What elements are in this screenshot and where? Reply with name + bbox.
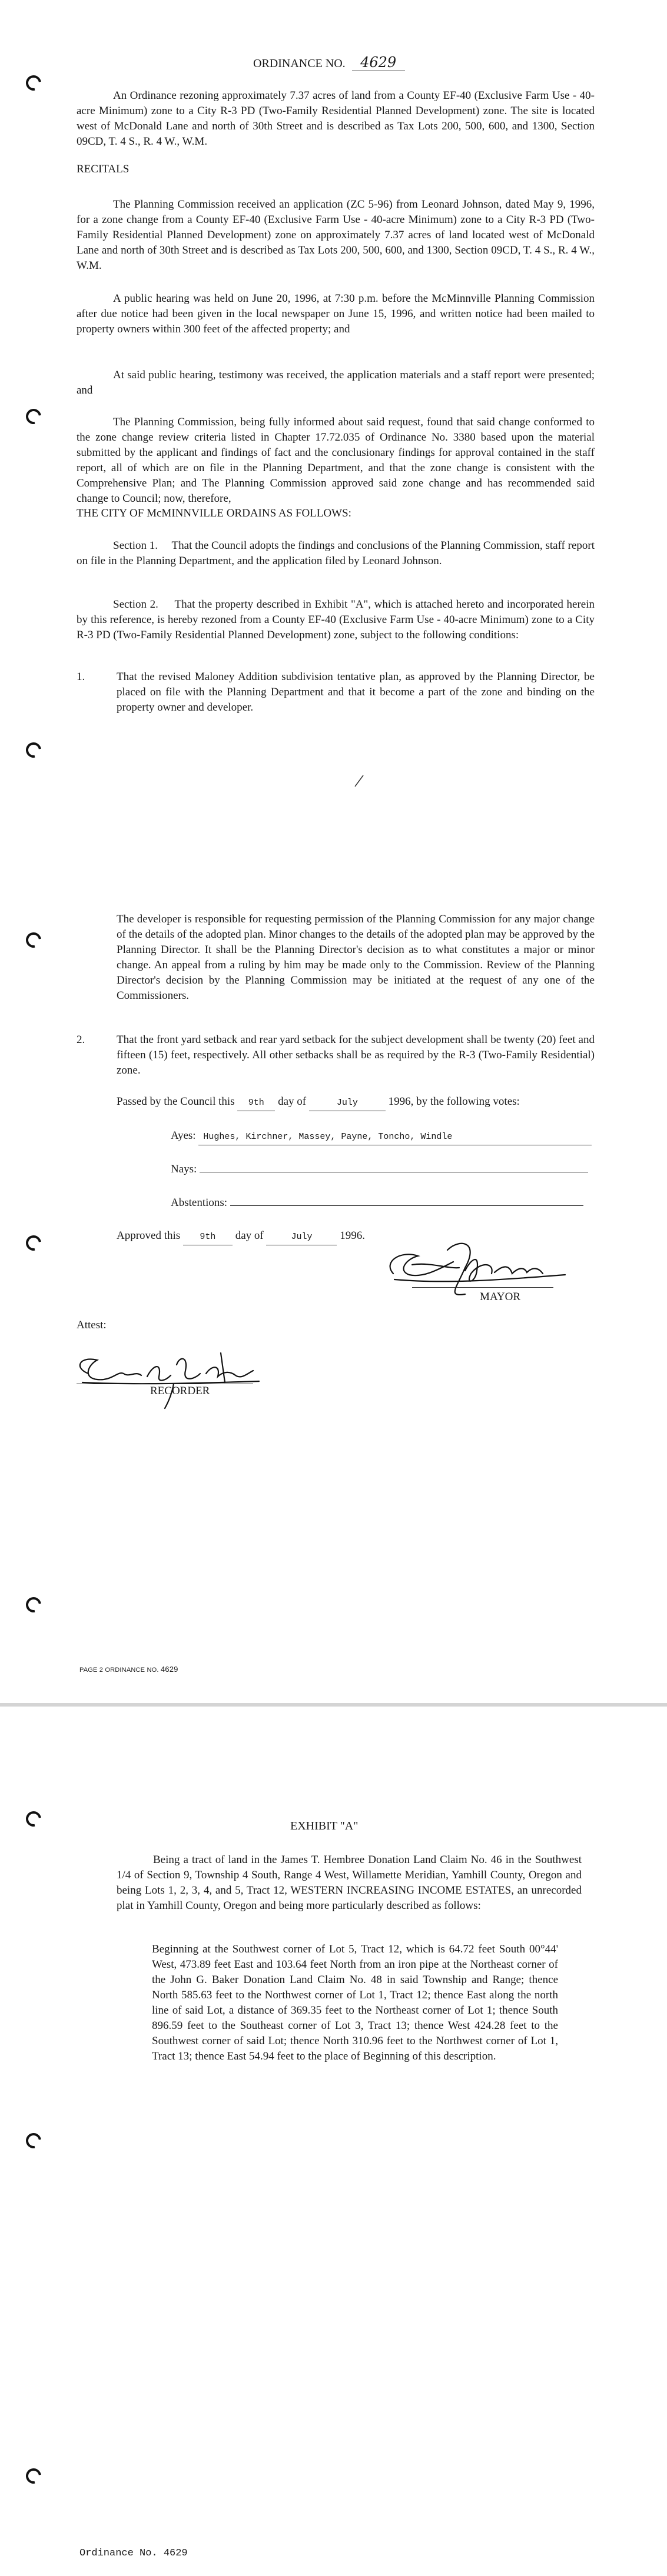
exhibit-title: EXHIBIT "A" xyxy=(290,1819,359,1832)
ordinance-title xyxy=(253,54,489,71)
condition-1-continuation: The developer is responsible for requesting permission of the Planning Commission for any major change of the details of the adopted plan. Minor changes to the details of the adopted plan may be approved by the Planning Director. It shall be the Planning Director's decision as to what constitutes a major or minor change. An appeal from a ruling by him may be made only to the Commission. Review of the Planning Director's decision by the Planning Commission may be initiated at the request of any one of the Commissioners. xyxy=(117,913,595,1002)
passed-line xyxy=(117,1094,520,1111)
exhibit-intro: Being a tract of land in the James T. Hembree Donation Land Claim No. 46 in the Southwest 1/4 of Section 9, Township 4 South, Range 4 West, Willamette Meridian, Yamhill County, Oregon and being Lots 1, 2, 3, 4, and 5, Tract 12, WESTERN INCREASING INCOME ESTATES, an unrecorded plat in Yamhill County, Oregon and being more particularly described as follows: xyxy=(117,1854,582,1912)
approved-year: 1996. xyxy=(340,1229,365,1242)
binder-hole-icon xyxy=(23,1808,44,1829)
binder-hole-icon xyxy=(23,406,44,427)
nays-label: Nays: xyxy=(171,1163,197,1175)
recital-paragraph-4: The Planning Commission, being fully informed about said request, found that said change conformed to the zone change review criteria listed in Chapter 17.72.035 of Ordinance No. 3380 based upon the material submitted by the applicant and findings of fact and the conclusionary findings for approval contained in the staff report, all of which are on file in the Planning Department, and that the zone change is consistent with the Comprehensive Plan; and The Planning Commission approved said zone change and has recommended said change to Council; now, therefore, xyxy=(77,416,595,505)
recital-paragraph-1: The Planning Commission received an application (ZC 5-96) from Leonard Johnson, dated May 9, 1996, for a zone change from a County EF-40 (Exclusive Farm Use - 40-acre Minimum) zone to a City R-3 PD (Two-Family Residential Planned Development) zone on approximately 7.37 acres of land located west of McDonald Lane and north of 30th Street and is described as Tax Lots 200, 500, 600, and 1300, Section 09CD, T. 4 S., R. 4 W., W.M. xyxy=(77,198,595,272)
nays-line xyxy=(171,1162,588,1177)
passed-month: July xyxy=(309,1095,386,1111)
exhibit-legal-description: Beginning at the Southwest corner of Lot 5, Tract 12, which is 64.72 feet South 00°44' West, 473.89 feet East and 103.64 feet North from an iron pipe at the Northeast corner of the John G. Baker Donation Land Claim No. 48 in said Township and Range; thence North 585.63 feet to the Northwest corner of Lot 1, Tract 12; thence East along the north line of said Lot, a distance of 369.35 feet to the Northeast corner of Lot 1; thence South 896.59 feet to the Southeast corner of Lot 3, Tract 13; thence West 424.28 feet to the Southwest corner of said Lot; thence North 310.96 feet to the Northwest corner of Lot 1, Tract 13; thence East 54.94 feet to the place of Beginning of this description. xyxy=(152,1943,558,2062)
condition-2-text: That the front yard setback and rear yard setback for the subject development shall be twenty (20) feet and fifteen (15) feet, respectively. All other setbacks shall be as required by the R-3 (Two-Family Residential) zone. xyxy=(117,1034,595,1077)
section-2: Section 2. That the property described in Exhibit "A", which is attached hereto and incorporated herein by this reference, is hereby rezoned from a County EF-40 (Exclusive Farm Use - 40-acre Minimum) zone to a City R-3 PD (Two-Family Residential Planned Development) zone, subject to the following conditions: xyxy=(77,598,598,641)
abstentions-label: Abstentions: xyxy=(171,1197,228,1209)
ayes-label: Ayes: xyxy=(171,1129,196,1142)
recital-paragraph-3: At said public hearing, testimony was received, the application materials and a staff report were presented; and xyxy=(77,369,595,396)
binder-hole-icon xyxy=(23,2130,44,2151)
abstentions-line xyxy=(171,1195,583,1211)
ordinance-number-handwritten: 4629 xyxy=(352,54,405,71)
stray-pen-mark xyxy=(353,774,365,788)
approved-prefix: Approved this xyxy=(117,1229,181,1242)
mayor-signature xyxy=(377,1238,577,1303)
recorder-signature xyxy=(71,1347,265,1412)
binder-hole-icon xyxy=(23,929,44,951)
ordinance-intro: An Ordinance rezoning approximately 7.37 acres of land from a County EF-40 (Exclusive Farm Use - 40-acre Minimum) zone to a City R-3 PD (Two-Family Residential Planned Development) zone. The site is located west of McDonald Lane and north of 30th Street and is described as Tax Lots 200, 500, 600, and 1300, Section 09CD, T. 4 S., R. 4 W., W.M. xyxy=(77,89,595,148)
mayor-label: MAYOR xyxy=(480,1291,520,1303)
recital-paragraph-2: A public hearing was held on June 20, 1996, at 7:30 p.m. before the McMinnville Planning Commission after due notice had been given in the local newspaper on June 15, 1996, and written notice had been mailed to property owners within 300 feet of the affected property; and xyxy=(77,292,595,335)
recorder-label: RECORDER xyxy=(150,1385,210,1397)
page-footer-label: PAGE 2 ORDINANCE NO. xyxy=(79,1667,159,1674)
abstentions-value xyxy=(230,1205,583,1206)
binder-hole-icon xyxy=(23,1594,44,1615)
attest-label: Attest: xyxy=(77,1319,107,1331)
recitals-heading: RECITALS xyxy=(77,163,130,175)
passed-day-of: day of xyxy=(278,1095,307,1108)
mayor-signature-line xyxy=(412,1287,553,1288)
ayes-line xyxy=(171,1128,592,1145)
binder-hole-icon xyxy=(23,739,44,761)
binder-hole-icon xyxy=(23,72,44,94)
passed-day: 9th xyxy=(237,1095,275,1111)
approved-month: July xyxy=(266,1229,337,1245)
binder-hole-icon xyxy=(23,2465,44,2487)
approved-line xyxy=(117,1228,365,1245)
ordains-heading: THE CITY OF McMINNVILLE ORDAINS AS FOLLOWS: xyxy=(77,507,351,519)
ayes-value: Hughes, Kirchner, Massey, Payne, Toncho, Windle xyxy=(198,1129,592,1145)
condition-1-text: That the revised Maloney Addition subdivision tentative plan, as approved by the Planning Director, be placed on file with the Planning Department and that it become a part of the zone and binding on the property owner and developer. xyxy=(117,671,595,714)
section-1: Section 1. That the Council adopts the findings and conclusions of the Planning Commission, staff report on file in the Planning Department, and the application filed by Leonard Johnson. xyxy=(77,539,598,567)
binder-hole-icon xyxy=(23,1232,44,1254)
page-footer-number: 4629 xyxy=(160,1665,178,1674)
approved-day: 9th xyxy=(183,1229,233,1245)
passed-prefix: Passed by the Council this xyxy=(117,1095,235,1108)
ordinance-title-prefix: ORDINANCE NO. xyxy=(253,57,346,70)
condition-2-number: 2. xyxy=(77,1034,85,1046)
condition-1-number: 1. xyxy=(77,671,85,683)
page-footer xyxy=(79,1665,178,1674)
exhibit-footer: Ordinance No. 4629 xyxy=(79,2548,188,2559)
exhibit-a-page xyxy=(0,1707,667,2576)
passed-suffix: 1996, by the following votes: xyxy=(388,1095,520,1108)
approved-day-of: day of xyxy=(235,1229,264,1242)
